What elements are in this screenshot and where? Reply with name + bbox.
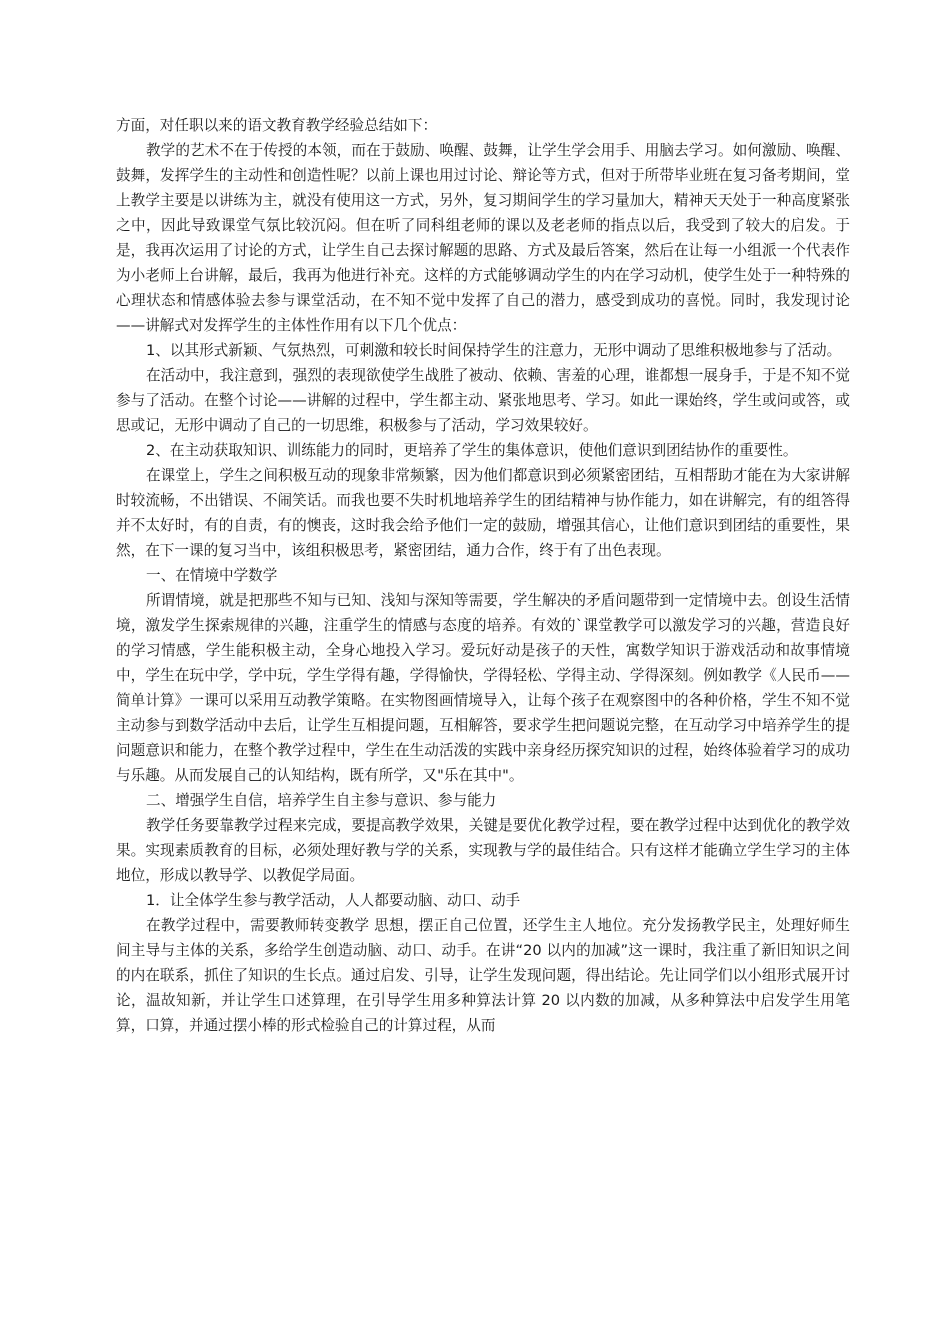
paragraph-teaching-process: 在教学过程中，需要教师转变教学 思想，摆正自己位置，还学生主人地位。充分发扬教学民主，处理好师生间主导与主体的关系，多给学生创造动脑、动口、动手。在讲“20 以内的加减”这一课时，我注重了新旧知识之间的内在联系，抓住了知识的生长点。通过启发、引导，让学生发现问题，得出结论。先让同学们以小组形式展开讨论，温故知新，并让学生口述算理，在引导学生用多种算法计算 20 以内数的加减，从多种算法中启发学生用笔算，口算，并通过摆小棒的形式检验自己的计算过程，从而: [116, 917, 850, 1034]
paragraph-activity: 在活动中，我注意到，强烈的表现欲使学生战胜了被动、依赖、害羞的心理，谁都想一展身手，于是不知不觉参与了活动。在整个讨论——讲解的过程中，学生都主动、紧张地思考、学习。如此一课始终，学生或问或答，或思或记，无形中调动了自己的一切思维，积极参与了活动，学习效果较好。: [116, 367, 850, 434]
paragraph-teaching-task: 教学任务要靠教学过程来完成，要提高教学效果，关键是要优化教学过程，要在教学过程中达到优化的教学效果。实现素质教育的目标，必须处理好教与学的关系，实现教与学的最佳结合。只有这样才能确立学生学习的主体地位，形成以教导学、以教促学局面。: [116, 817, 850, 884]
paragraph-point-1: 1、以其形式新颖、气氛热烈，可刺激和较长时间保持学生的注意力，无形中调动了思维积极地参与了活动。: [146, 342, 842, 359]
document-body: [116, 113, 850, 1038]
paragraph-point-2: 2、在主动获取知识、训练能力的同时，更培养了学生的集体意识，使他们意识到团结协作的重要性。: [146, 442, 798, 459]
paragraph-teaching-art: 教学的艺术不在于传授的本领，而在于鼓励、唤醒、鼓舞，让学生学会用手、用脑去学习。如何激励、唤醒、鼓舞，发挥学生的主动性和创造性呢？以前上课也用过讨论、辩论等方式，但对于所带毕业班在复习备考期间，堂上教学主要是以讲练为主，就没有使用这一方式，另外，复习期间学生的学习量加大，精神天天处于一种高度紧张之中，因此导致课堂气氛比较沉闷。但在听了同科组老师的课以及老老师的指点以后，我受到了较大的启发。于是，我再次运用了讨论的方式，让学生自己去探讨解题的思路、方式及最后答案，然后在让每一小组派一个代表作为小老师上台讲解，最后，我再为他进行补充。这样的方式能够调动学生的内在学习动机，使学生处于一种特殊的心理状态和情感体验去参与课堂活动，在不知不觉中发挥了自己的潜力，感受到成功的喜悦。同时，我发现讨论——讲解式对发挥学生的主体性作用有以下几个优点：: [116, 142, 850, 334]
subsection-heading-1: 1．让全体学生参与教学活动，人人都要动脑、动口、动手: [146, 892, 521, 909]
section-heading-1: 一、在情境中学数学: [146, 567, 278, 584]
paragraph-intro: 方面，对任职以来的语文教育教学经验总结如下：: [116, 117, 438, 134]
section-heading-2: 二、增强学生自信，培养学生自主参与意识、参与能力: [146, 792, 497, 809]
paragraph-situation: 所谓情境，就是把那些不知与已知、浅知与深知等需要，学生解决的矛盾问题带到一定情境中去。创设生活情境，激发学生探索规律的兴趣，注重学生的情感与态度的培养。有效的`课堂教学可以激发学习的兴趣，营造良好的学习情感，学生能积极主动，全身心地投入学习。爱玩好动是孩子的天性，寓数学知识于游戏活动和故事情境中，学生在玩中学，学中玩，学生学得有趣，学得愉快，学得轻松、学得主动、学得深刻。例如教学《人民币——简单计算》一课可以采用互动教学策略。在实物图画情境导入，让每个孩子在观察图中的各种价格，学生不知不觉主动参与到数学活动中去后，让学生互相提问题，互相解答，要求学生把问题说完整，在互动学习中培养学生的提问题意识和能力，在整个教学过程中，学生在生动活泼的实践中亲身经历探究知识的过程，始终体验着学习的成功与乐趣。从而发展自己的认知结构，既有所学，又"乐在其中"。: [116, 592, 850, 784]
paragraph-classroom: 在课堂上，学生之间积极互动的现象非常频繁，因为他们都意识到必须紧密团结，互相帮助才能在为大家讲解时较流畅，不出错误、不闹笑话。而我也要不失时机地培养学生的团结精神与协作能力，如在讲解完，有的组答得并不太好时，有的自责，有的懊丧，这时我会给予他们一定的鼓励，增强其信心，让他们意识到团结的重要性，果然，在下一课的复习当中，该组积极思考，紧密团结，通力合作，终于有了出色表现。: [116, 467, 850, 559]
